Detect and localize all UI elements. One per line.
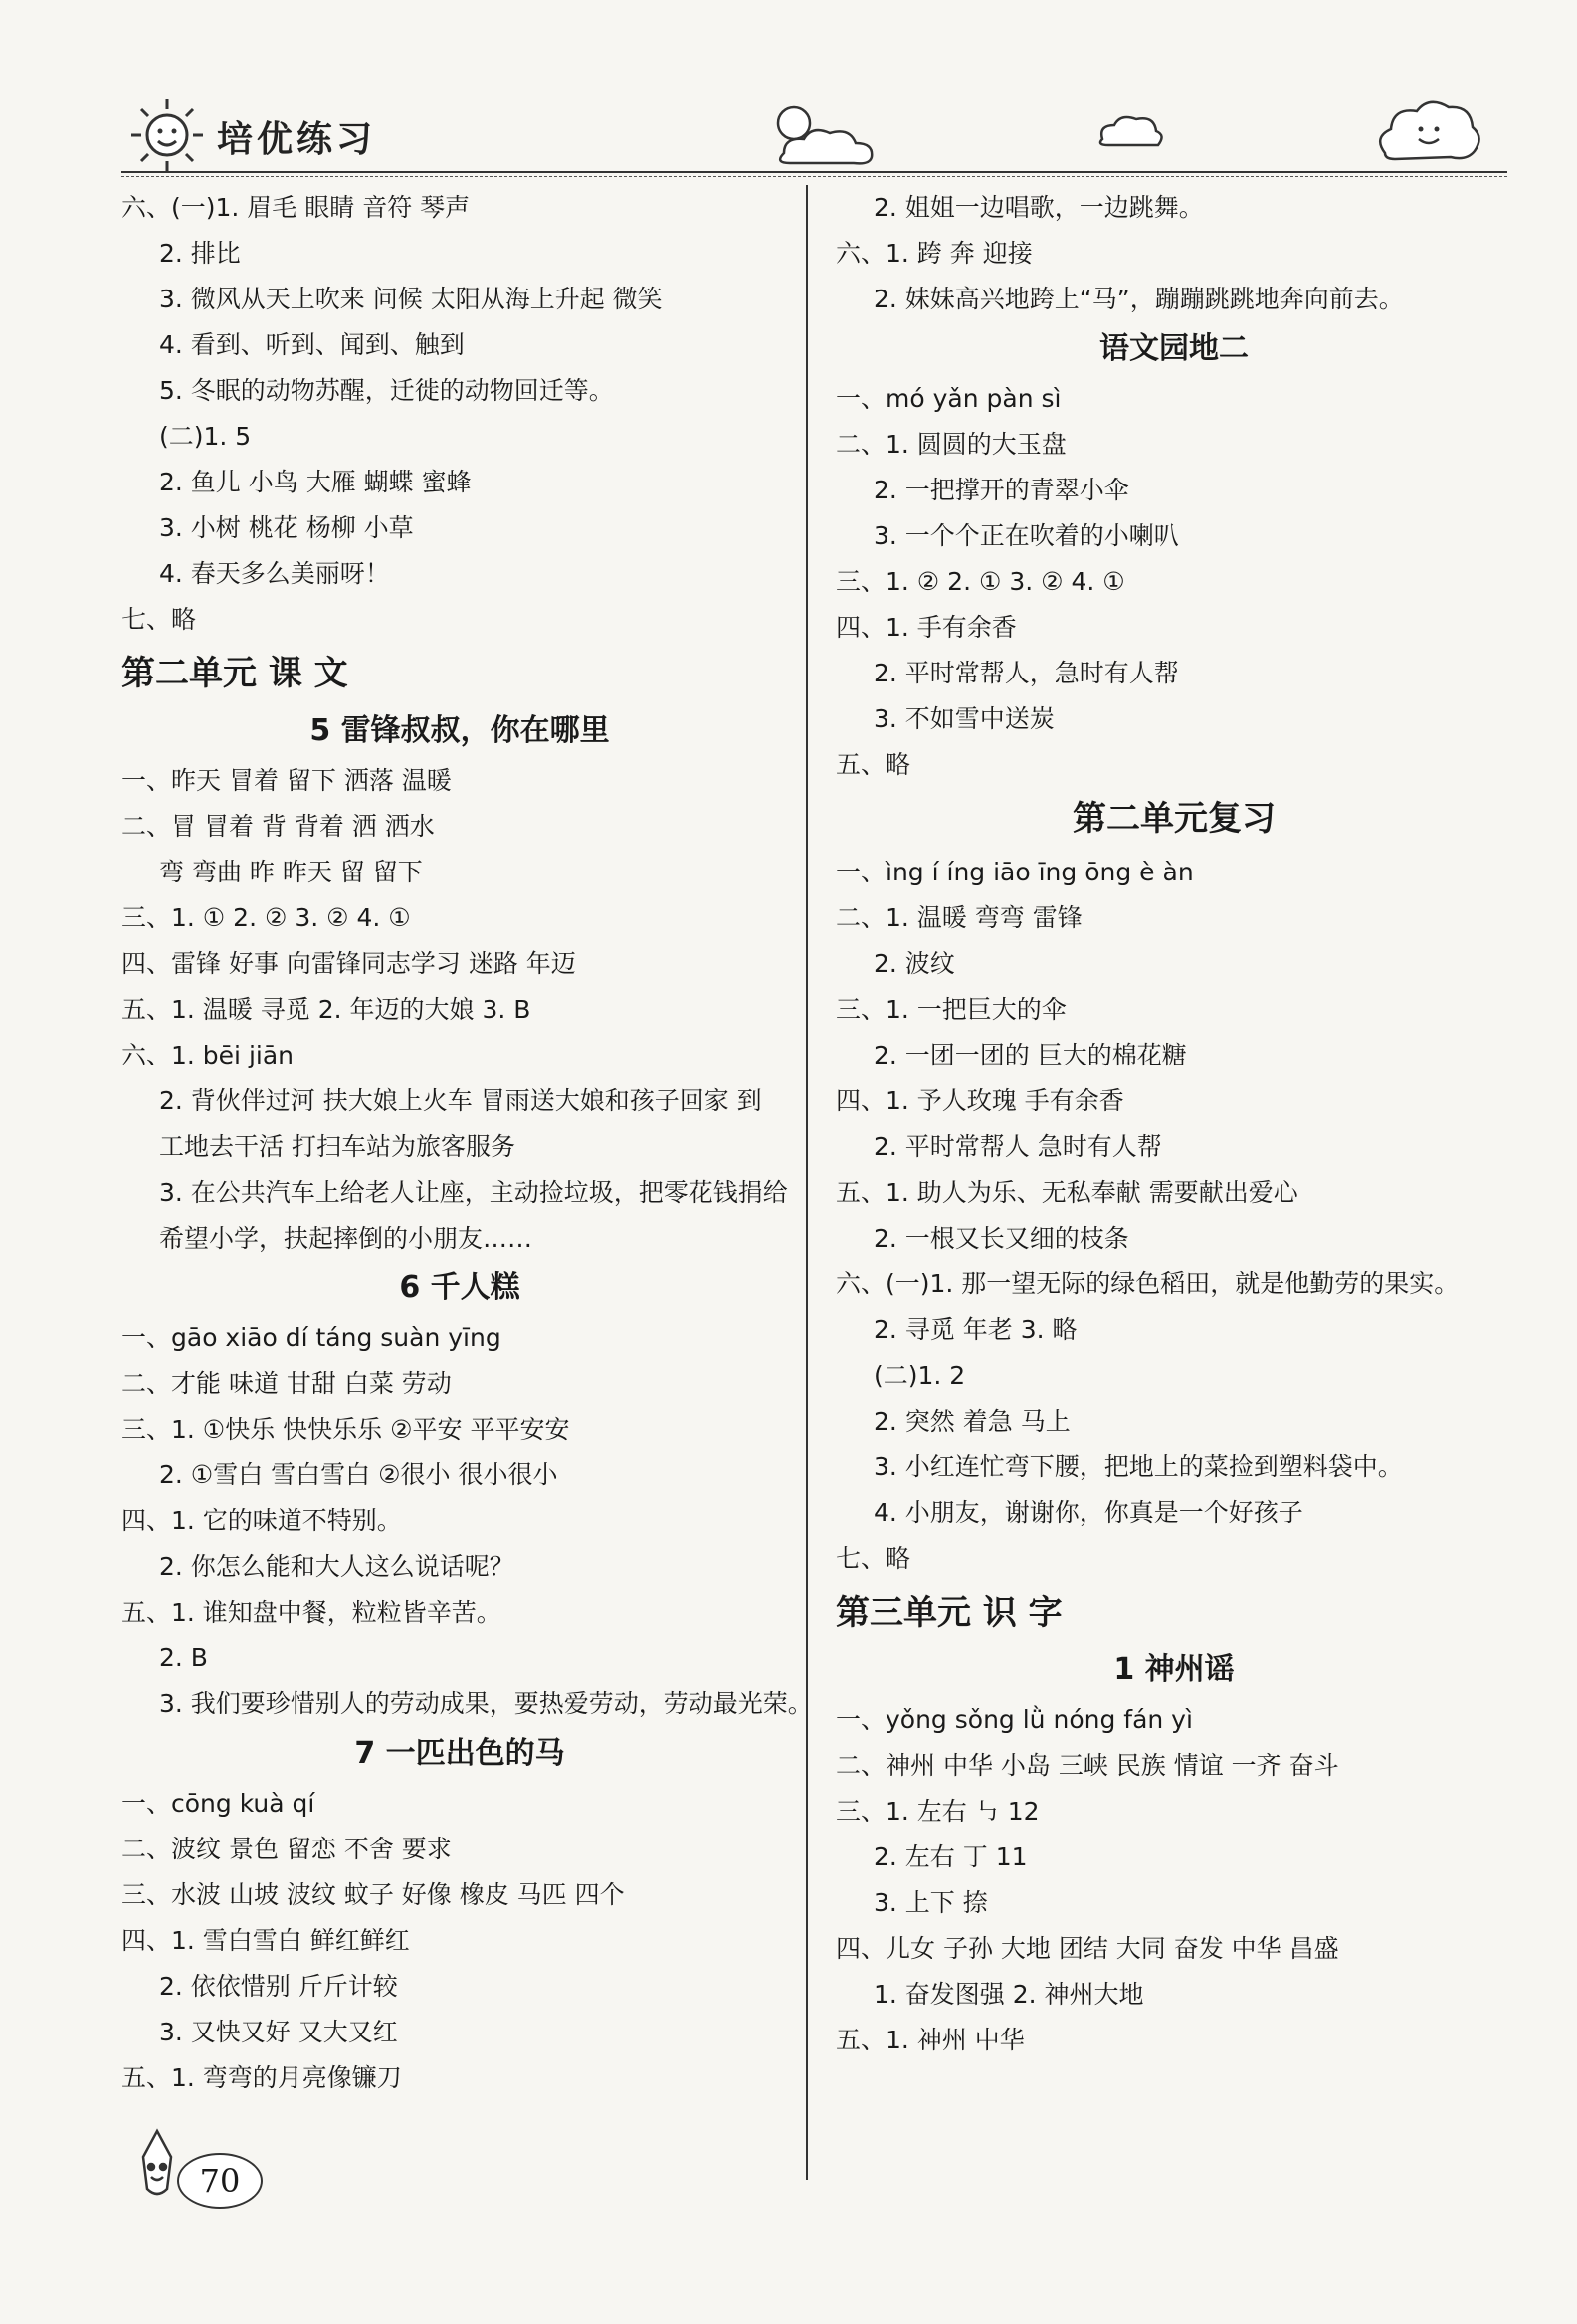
answer-line: 一、ìng í íng iāo īng ōng è àn: [836, 858, 1194, 886]
lesson-title: 7 一匹出色的马: [354, 1736, 565, 1771]
answer-line: 2. 一根又长又细的枝条: [874, 1224, 1129, 1253]
answer-line: 一、cōng kuà qí: [121, 1789, 315, 1818]
answer-line: 工地去干活 打扫车站为旅客服务: [159, 1132, 515, 1161]
small-cloud-icon: [1092, 109, 1168, 151]
answer-line: 四、雷锋 好事 向雷锋同志学习 迷路 年迈: [121, 949, 576, 978]
right-column: [836, 185, 1512, 2063]
smiling-cloud-icon: [1371, 94, 1484, 169]
lesson-title: 语文园地二: [1099, 331, 1249, 366]
answer-line: 3. 小红连忙弯下腰，把地上的菜捡到塑料袋中。: [874, 1452, 1403, 1481]
lesson-title: 6 千人糕: [399, 1270, 520, 1305]
answer-line: 五、1. 谁知盘中餐，粒粒皆辛苦。: [121, 1598, 501, 1627]
answer-line: 三、1. ② 2. ① 3. ② 4. ①: [836, 567, 1125, 596]
answer-line: 2. 妹妹高兴地跨上“马”，蹦蹦跳跳地奔向前去。: [874, 285, 1404, 313]
unit-heading: 第三单元 识 字: [836, 1593, 1063, 1633]
answer-line: 七、略: [836, 1544, 911, 1573]
answer-line: (二)1. 2: [874, 1361, 966, 1390]
answer-line: 三、1. 左右 ㇉ 12: [836, 1797, 1040, 1826]
answer-line: 2. B: [159, 1644, 208, 1672]
page-number: 70: [177, 2153, 263, 2209]
answer-line: 六、(一)1. 眉毛 眼睛 音符 琴声: [121, 193, 471, 222]
header-dashed-rule: [121, 176, 1507, 177]
column-divider: [806, 185, 808, 2180]
answer-line: 3. 微风从天上吹来 问候 太阳从海上升起 微笑: [159, 285, 663, 313]
answer-line: 一、yǒng sǒng lǜ nóng fán yì: [836, 1705, 1193, 1734]
lesson-title: 5 雷锋叔叔，你在哪里: [309, 713, 610, 748]
answer-line: 六、1. bēi jiān: [121, 1041, 294, 1069]
answer-line: 一、gāo xiāo dí táng suàn yīng: [121, 1323, 501, 1352]
answer-line: 四、1. 它的味道不特别。: [121, 1506, 402, 1535]
answer-line: 一、昨天 冒着 留下 洒落 温暖: [121, 766, 452, 795]
answer-line: 六、(一)1. 那一望无际的绿色稻田，就是他勤劳的果实。: [836, 1269, 1460, 1298]
answer-line: 2. ①雪白 雪白雪白 ②很小 很小很小: [159, 1460, 558, 1489]
answer-line: 4. 小朋友，谢谢你，你真是一个好孩子: [874, 1498, 1303, 1527]
answer-line: 2. 依依惜别 斤斤计较: [159, 1972, 398, 2001]
answer-line: 二、才能 味道 甘甜 白菜 劳动: [121, 1369, 452, 1398]
unit-heading: 第二单元复习: [1073, 799, 1276, 839]
answer-line: 2. 姐姐一边唱歌，一边跳舞。: [874, 193, 1204, 222]
answer-line: 2. 寻觅 年老 3. 略: [874, 1315, 1078, 1344]
answer-line: 二、冒 冒着 背 背着 洒 洒水: [121, 812, 435, 841]
answer-line: 四、儿女 子孙 大地 团结 大同 奋发 中华 昌盛: [836, 1934, 1339, 1963]
answer-line: 五、略: [836, 750, 911, 779]
answer-line: 三、1. ① 2. ② 3. ② 4. ①: [121, 903, 411, 932]
answer-line: 4. 春天多么美丽呀！: [159, 559, 390, 588]
answer-line: 1. 奋发图强 2. 神州大地: [874, 1980, 1144, 2009]
answer-line: 2. 平时常帮人，急时有人帮: [874, 659, 1179, 687]
answer-line: 二、波纹 景色 留恋 不舍 要求: [121, 1835, 452, 1863]
answer-line: 五、1. 神州 中华: [836, 2026, 1025, 2054]
answer-line: 2. 突然 着急 马上: [874, 1407, 1071, 1436]
answer-line: 七、略: [121, 605, 197, 634]
answer-line: 2. 你怎么能和大人这么说话呢？: [159, 1552, 514, 1581]
answer-line: 5. 冬眠的动物苏醒，迁徙的动物回迁等。: [159, 376, 614, 405]
answer-line: 3. 又快又好 又大又红: [159, 2018, 398, 2046]
answer-line: 四、1. 予人玫瑰 手有余香: [836, 1086, 1124, 1115]
unit-heading: 第二单元 课 文: [121, 654, 348, 693]
answer-line: 二、1. 圆圆的大玉盘: [836, 430, 1067, 459]
page-header: [0, 0, 1577, 179]
answer-line: (二)1. 5: [159, 422, 252, 451]
answer-line: 2. 一把撑开的青翠小伞: [874, 476, 1129, 504]
sun-logo-icon: [127, 96, 207, 175]
answer-line: 二、1. 温暖 弯弯 雷锋: [836, 903, 1083, 932]
pencil-mascot-icon: [127, 2127, 187, 2207]
answer-line: 三、1. ①快乐 快快乐乐 ②平安 平平安安: [121, 1415, 570, 1444]
brand-title: 培优练习: [217, 119, 377, 160]
answer-line: 希望小学，扶起摔倒的小朋友……: [159, 1224, 533, 1253]
answer-line: 2. 波纹: [874, 949, 955, 978]
answer-line: 六、1. 跨 奔 迎接: [836, 239, 1033, 268]
answer-line: 五、1. 温暖 寻觅 2. 年迈的大娘 3. B: [121, 995, 531, 1024]
answer-line: 3. 我们要珍惜别人的劳动成果，要热爱劳动，劳动最光荣。: [159, 1689, 813, 1718]
answer-line: 2. 背伙伴过河 扶大娘上火车 冒雨送大娘和孩子回家 到: [159, 1086, 762, 1115]
answer-line: 3. 小树 桃花 杨柳 小草: [159, 513, 414, 542]
left-column: [121, 185, 813, 2101]
answer-line: 四、1. 手有余香: [836, 613, 1017, 642]
answer-line: 2. 排比: [159, 239, 241, 268]
answer-line: 2. 一团一团的 巨大的棉花糖: [874, 1041, 1187, 1069]
answer-line: 弯 弯曲 昨 昨天 留 留下: [159, 858, 423, 886]
answer-line: 3. 不如雪中送炭: [874, 704, 1055, 733]
answer-line: 2. 鱼儿 小鸟 大雁 蝴蝶 蜜蜂: [159, 468, 472, 496]
answer-line: 五、1. 助人为乐、无私奉献 需要献出爱心: [836, 1178, 1298, 1207]
answer-line: 3. 在公共汽车上给老人让座，主动捡垃圾，把零花钱捐给: [159, 1178, 788, 1207]
answer-line: 三、水波 山坡 波纹 蚊子 好像 橡皮 马匹 四个: [121, 1880, 625, 1909]
answer-line: 2. 左右 丁 11: [874, 1842, 1028, 1871]
sun-cloud-icon: [764, 97, 884, 169]
answer-line: 2. 平时常帮人 急时有人帮: [874, 1132, 1162, 1161]
answer-line: 四、1. 雪白雪白 鲜红鲜红: [121, 1926, 410, 1955]
answer-line: 一、mó yǎn pàn sì: [836, 384, 1062, 413]
answer-line: 五、1. 弯弯的月亮像镰刀: [121, 2063, 402, 2092]
answer-line: 二、神州 中华 小岛 三峡 民族 情谊 一齐 奋斗: [836, 1751, 1339, 1780]
header-rule: [121, 171, 1507, 173]
answer-line: 3. 上下 捺: [874, 1888, 988, 1917]
lesson-title: 1 神州谣: [1113, 1652, 1235, 1687]
answer-line: 4. 看到、听到、闻到、触到: [159, 330, 465, 359]
answer-line: 三、1. 一把巨大的伞: [836, 995, 1067, 1024]
answer-line: 3. 一个个正在吹着的小喇叭: [874, 521, 1179, 550]
